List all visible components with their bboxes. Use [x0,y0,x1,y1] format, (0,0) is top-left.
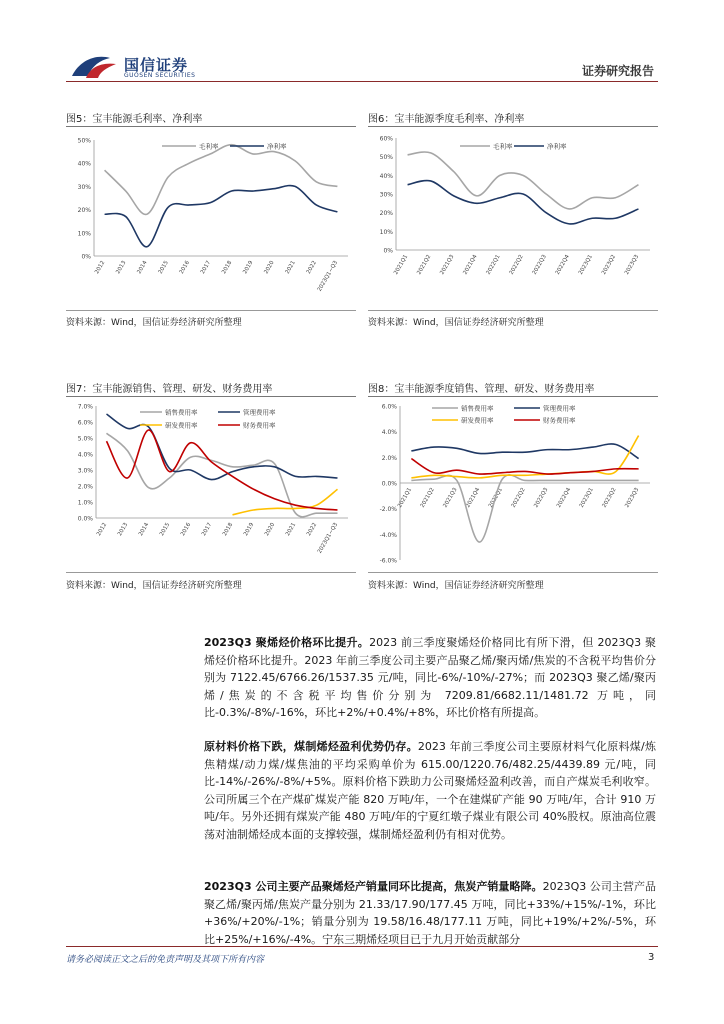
figure-title: 图8：宝丰能源季度销售、管理、研发、财务费用率 [368,384,595,395]
y-tick-label: -2.0% [379,506,397,514]
y-tick-label: 10% [379,228,393,236]
y-tick-label: 7.0% [77,403,93,411]
y-tick-label: 30% [77,183,91,191]
x-tick-label: 2021Q2 [419,487,436,509]
figure-source: 资料来源：Wind，国信证券经济研究所整理 [368,318,544,328]
paragraph-title: 原材料价格下跌，煤制烯烃盈利优势仍存。 [204,740,418,753]
x-tick-label: 2021Q4 [465,487,482,509]
report-type: 证券研究报告 [582,64,655,78]
x-tick-label: 2021Q1 [393,254,410,276]
x-tick-label: 2015 [159,522,172,538]
x-tick-label: 2021 [285,522,298,538]
x-tick-label: 2013 [117,522,130,538]
x-tick-label: 2022Q4 [554,254,571,276]
chart-fig5 [66,128,356,308]
page-number: 3 [648,952,655,963]
y-tick-label: 2.0% [77,483,93,491]
x-tick-label: 2023Q1 [578,487,595,509]
figure-bottom-rule [368,310,658,311]
legend-label: 财务费用率 [243,421,276,430]
chart-fig8 [368,398,658,570]
guosen-logo-icon [70,50,120,82]
x-tick-label: 2021Q2 [416,254,433,276]
x-tick-label: 2021Q3 [442,487,459,509]
legend-label: 毛利率 [199,142,219,151]
series-line-财务费用率 [411,459,638,474]
x-tick-label: 2021Q3 [439,254,456,276]
x-tick-label: 2023Q3 [624,487,641,509]
chart-fig6 [368,128,658,308]
y-tick-label: 0.0% [381,480,397,488]
x-tick-label: 2022Q4 [556,487,573,509]
legend-label: 管理费用率 [543,404,576,413]
x-tick-label: 2022Q2 [508,254,525,276]
figure-bottom-rule [66,310,356,311]
figure-bottom-rule [66,572,356,573]
header-divider [66,81,658,82]
x-tick-label: 2023Q1 [577,254,595,276]
x-tick-label: 2023Q3 [624,254,641,276]
x-tick-label: 2016 [180,522,193,538]
x-tick-label: 2022Q3 [531,254,548,276]
x-tick-label: 2022 [306,522,319,538]
figure-source: 资料来源：Wind，国信证券经济研究所整理 [66,581,242,591]
x-tick-label: 2021Q1 [396,487,414,509]
y-tick-label: 0.0% [77,515,93,523]
x-tick-label: 2017 [199,260,213,276]
paragraph-3 [204,878,656,948]
x-tick-label: 2013 [115,260,128,276]
paragraph-2 [204,738,656,843]
disclaimer-link[interactable]: 请务必阅读正文之后的免责声明及其项下所有内容 [66,955,265,965]
y-tick-label: 4.0% [77,451,93,459]
y-tick-label: 50% [379,154,393,162]
legend-label: 管理费用率 [243,408,276,417]
figure-title: 图6：宝丰能源季度毛利率、净利率 [368,114,525,125]
x-tick-label: 2022 [305,260,318,276]
figure-title: 图5：宝丰能源毛利率、净利率 [66,114,203,125]
series-line-管理费用率 [411,444,638,459]
x-tick-label: 2012 [96,522,109,538]
x-tick-label: 2019 [243,522,256,538]
figure-top-rule [66,396,356,397]
y-tick-label: 5.0% [77,435,93,443]
series-line-净利率 [408,181,639,224]
x-tick-label: 2022Q3 [533,487,550,509]
x-tick-label: 2023Q2 [601,487,618,509]
paragraph-text: 2023 前三季度聚烯烃价格同比有所下滑，但 2023Q3 聚烯烃价格环比提升。2023 年前三季度公司主要产品聚乙烯/聚丙烯/焦炭的不含税平均售价分别为 7122.45/6766.26/1537.35 元/吨，同比-6%/-10%/-27%；而 2023Q3 聚乙烯/聚丙烯/焦炭的不含税平均售价分别为 7209.81/6682.11/1481.72 万吨，同比-0.3%/-8%/-16%，环比+2%/+0.4%/+8%，环比价格有所提高。 [204,636,657,719]
x-tick-label: 2018 [222,522,235,538]
legend-label: 净利率 [547,142,567,151]
paragraph-text: 2023 年前三季度公司主要原材料气化原料煤/炼焦精煤/动力煤/煤焦油的平均采购单价为 615.00/1220.76/482.25/4439.89 元/吨，同比-14%/-26%/-8%/+5%。原料价格下跌助力公司聚烯烃盈利改善，而自产煤炭毛利收窄。公司所属三个在产煤矿煤炭产能 820 万吨/年，一个在建煤矿产能 90 万吨/年，合计 910 万吨/年。另外还拥有煤炭产能 480 万吨/年的宁夏红墩子煤业有限公司 40%股权。原油高位震荡对油制烯烃成本面的支撑较强，煤制烯烃盈利仍有相对优势。 [204,740,657,841]
y-tick-label: 3.0% [77,467,93,475]
series-line-净利率 [105,186,338,247]
y-tick-label: 2.0% [381,454,397,462]
legend-label: 研发费用率 [165,421,198,430]
x-tick-label: 2015 [157,260,170,276]
x-tick-label: 2020 [264,522,277,538]
paragraph-title: 2023Q3 公司主要产品聚烯烃产销量同环比提高，焦炭产销量略降。 [204,880,543,893]
y-tick-label: 1.0% [77,499,93,507]
x-tick-label: 2012 [94,260,107,276]
x-tick-label: 2021 [284,260,297,276]
brand-name-en: GUOSEN SECURITIES [124,72,196,79]
x-tick-label: 2019 [242,260,255,276]
x-tick-label: 2018 [221,260,234,276]
y-tick-label: 6.0% [381,403,397,411]
figure-source: 资料来源：Wind，国信证券经济研究所整理 [66,318,242,328]
x-tick-label: 2022Q1 [485,254,502,276]
x-tick-label: 2023Q1~Q3 [316,522,340,555]
figure-top-rule [66,126,356,127]
figure-top-rule [368,126,658,127]
y-tick-label: 20% [77,207,91,215]
x-tick-label: 2021Q4 [462,254,479,276]
figure-top-rule [368,396,658,397]
y-tick-label: 6.0% [77,419,93,427]
x-tick-label: 2017 [201,522,214,538]
y-tick-label: 10% [77,230,91,238]
y-tick-label: 40% [77,160,91,168]
series-line-毛利率 [105,145,338,215]
y-tick-label: 60% [379,135,393,143]
paragraph-title: 2023Q3 聚烯烃价格环比提升。 [204,636,370,649]
series-line-毛利率 [408,152,639,209]
y-tick-label: 30% [379,191,393,199]
chart-fig7 [66,398,356,570]
x-tick-label: 2016 [178,260,191,276]
legend-label: 财务费用率 [543,416,576,425]
legend-label: 毛利率 [493,142,513,151]
legend-label: 销售费用率 [165,408,198,417]
paragraph-1 [204,634,656,722]
x-tick-label: 2014 [138,522,151,538]
figure-bottom-rule [368,572,658,573]
y-tick-label: 40% [379,172,393,180]
brand-name: 国信证券 [124,56,189,74]
legend-label: 研发费用率 [461,416,494,425]
x-tick-label: 2023Q1~Q3 [316,260,340,293]
y-tick-label: 50% [77,137,91,145]
x-tick-label: 2014 [136,260,149,276]
x-tick-label: 2020 [263,260,276,276]
y-tick-label: -4.0% [379,531,397,539]
x-tick-label: 2022Q1 [487,487,505,509]
y-tick-label: 4.0% [381,429,397,437]
y-tick-label: 0% [383,247,393,255]
x-tick-label: 2023Q2 [600,254,618,276]
figure-source: 资料来源：Wind，国信证券经济研究所整理 [368,581,544,591]
y-tick-label: 20% [379,210,393,218]
y-tick-label: -6.0% [379,557,397,565]
legend-label: 净利率 [267,142,287,151]
paragraph-text: 2023Q3 公司主营产品聚乙烯/聚丙烯/焦炭产量分别为 21.33/17.90/177.45 万吨，同比+33%/+15%/-1%，环比+36%/+20%/-1%；销量分别为 19.58/16.48/177.11 万吨，同比+19%/+2%/-5%，环比+25%/+16%/-4%。宁东三期烯烃项目已于九月开始贡献部分 [204,880,656,946]
figure-title: 图7：宝丰能源销售、管理、研发、财务费用率 [66,384,273,395]
legend-label: 销售费用率 [461,404,494,413]
series-line-财务费用率 [107,430,338,510]
footer-divider [66,946,658,947]
y-tick-label: 0% [81,253,91,261]
x-tick-label: 2022Q2 [510,487,527,509]
